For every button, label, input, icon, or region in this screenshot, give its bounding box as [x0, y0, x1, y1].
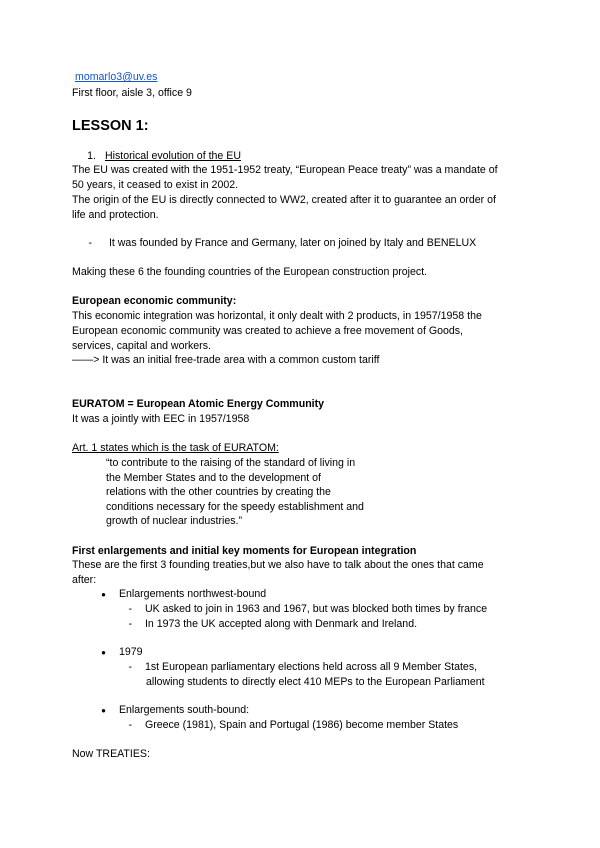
list-item [62, 645, 143, 660]
paragraph-line: life and protection. [72, 209, 159, 221]
sub-list-item-text: allowing students to directly elect 410 MEPs to the European Parliament [146, 676, 485, 688]
sub-list-item-text: Greece (1981), Spain and Portugal (1986) become member States [144, 719, 459, 731]
euratom-heading: EURATOM = European Atomic Energy Community [72, 398, 325, 410]
paragraph-line: This economic integration was horizontal, it only dealt with 2 products, in 1957/1958 the [72, 310, 482, 322]
founding-line: Making these 6 the founding countries of the European construction project. [72, 266, 428, 278]
bullet-marker: ● [101, 648, 106, 657]
list-item [62, 587, 266, 602]
list-item [62, 236, 476, 251]
paragraph-line: These are the first 3 founding treaties,but we also have to talk about the ones that came [72, 559, 484, 571]
list-item-text: 1979 [118, 646, 143, 658]
quote-line: conditions necessary for the speedy establishment and [106, 501, 364, 513]
paragraph-line: European economic community was created to achieve a free movement of Goods, [72, 325, 463, 337]
sub-list-item-text: 1st European parliamentary elections held across all 9 Member States, [144, 661, 478, 673]
dash-marker: - [128, 603, 132, 615]
quote-line: the Member States and to the development of [106, 472, 321, 484]
contact-email-line [72, 70, 157, 85]
sub-list-item [72, 602, 487, 617]
footer-line: Now TREATIES: [72, 748, 150, 760]
section-1-heading: Historical evolution of the EU [104, 150, 241, 162]
bullet-marker: ● [101, 706, 106, 715]
sub-list-item-text: In 1973 the UK accepted along with Denmark and Ireland. [144, 618, 418, 630]
dash-marker: - [88, 237, 92, 249]
office-location: First floor, aisle 3, office 9 [72, 87, 192, 99]
sub-list-item [72, 718, 458, 733]
section-1-heading-line [60, 149, 241, 164]
list-item [62, 703, 249, 718]
dash-marker: - [128, 618, 132, 630]
bullet-marker: ● [101, 590, 106, 599]
lesson-title: LESSON 1: [72, 118, 149, 134]
sub-list-item [72, 660, 477, 675]
paragraph-line: 50 years, it ceased to exist in 2002. [72, 179, 239, 191]
sub-list-item-text: UK asked to join in 1963 and 1967, but was blocked both times by france [144, 603, 488, 615]
dash-marker: - [128, 661, 132, 673]
quote-line: growth of nuclear industries.” [106, 515, 243, 527]
list-item-text: It was founded by France and Germany, later on joined by Italy and BENELUX [108, 237, 477, 249]
paragraph-line: after: [72, 574, 97, 586]
paragraph-line: The EU was created with the 1951-1952 treaty, “European Peace treaty” was a mandate of [72, 164, 498, 176]
list-item-text: Enlargements northwest-bound [118, 588, 267, 600]
list-number: 1. [87, 150, 96, 162]
paragraph-line: services, capital and workers. [72, 340, 211, 352]
article-heading: Art. 1 states which is the task of EURATOM: [72, 442, 279, 454]
quote-line: “to contribute to the raising of the standard of living in [106, 457, 356, 469]
dash-marker: - [128, 719, 132, 731]
sub-list-item [72, 617, 417, 632]
eec-heading: European economic community: [72, 295, 237, 307]
quote-line: relations with the other countries by creating the [106, 486, 331, 498]
paragraph-line: It was a jointly with EEC in 1957/1958 [72, 413, 250, 425]
paragraph-line: ——> It was an initial free-trade area with a common custom tariff [72, 354, 380, 366]
list-item-text: Enlargements south-bound: [118, 704, 250, 716]
email-link[interactable]: momarlo3@uv.es [75, 71, 158, 83]
paragraph-line: The origin of the EU is directly connected to WW2, created after it to guarantee an order of [72, 194, 496, 206]
enlargements-heading: First enlargements and initial key moments for European integration [72, 545, 417, 557]
